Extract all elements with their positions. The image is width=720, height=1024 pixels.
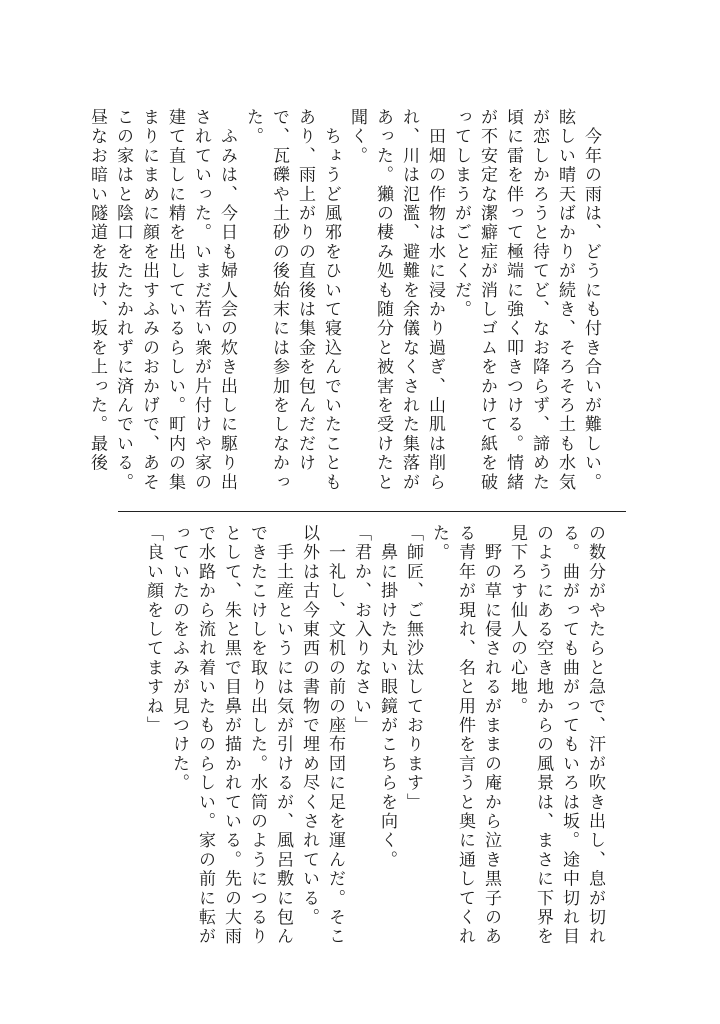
top-text-block [87,108,604,498]
paragraph: 田畑の作物は水に浸かり過ぎ、山肌は削られ、川は氾濫、避難を余儀なくされた集落があった。獺の棲み処も随分と被害を受けたと聞く。 [347,108,445,492]
paragraph: 今年の雨は、どうにも付き合いが難しい。眩しい晴天ばかりが続き、そろそろ土も水気が恋しかろうと待てど、なお降らず、諦めた頃に雷を伴って極端に強く叩きつける。情緒が不安定な潔癖症が消しゴムをかけて紙を破ってしまうがごとくだ。 [451,108,601,492]
paragraph: ふみは、今日も婦人会の炊き出しに駆り出されていった。いまだ若い衆が片付けや家の建て直しに精を出しているらしい。町内の集まりにまめに顔を出すふみのおかげで、あそこの家はと陰口をたたかれずに済んでいる。 [113,108,237,492]
section-divider [118,511,626,512]
dialogue-line: 「師匠、ご無沙汰しております」 [403,524,423,812]
paragraph: 一礼し、文机の前の座布団に足を運んだ。そこ以外は古今東西の書物で埋め尽くされている。 [299,524,345,947]
bottom-text-block [128,524,608,964]
paragraph: 手土産というには気が引けるが、風呂敷に包んできたこけしを取り出した。水筒のようにつるりとして、朱と黒で目鼻が描かれている。先の大雨で水路から流れ着いたものらしい。家の前に転がっていたのをふみが見つけた。 [169,524,293,947]
paragraph: 鼻に掛けた丸い眼鏡がこちらを向く。 [377,524,397,870]
paragraph: の数分がやたらと急で、汗が吹き出し、息が切れる。曲がっても曲がってもいろは坂。途中切れ目のようにある空き地からの風景は、まさに下界を見下ろす仙人の心地。 [507,524,605,947]
dialogue-line: 「君か、お入りなさい」 [351,524,371,736]
paragraph: 昼なお暗い隧道を抜け、坂を上った。最後 [87,108,107,473]
paragraph: ちょうど風邪をひいて寝込んでいたこともあり、雨上がりの直後は集金を包んだだけで、瓦礫や土砂の後始末には参加をしなかった。 [243,108,341,492]
paragraph: 野の草に侵されるがままの庵から泣き黒子のある青年が現れ、名と用件を言うと奥に通してくれた。 [429,524,501,947]
dialogue-line: 「良い顔をしてますね」 [143,524,163,736]
